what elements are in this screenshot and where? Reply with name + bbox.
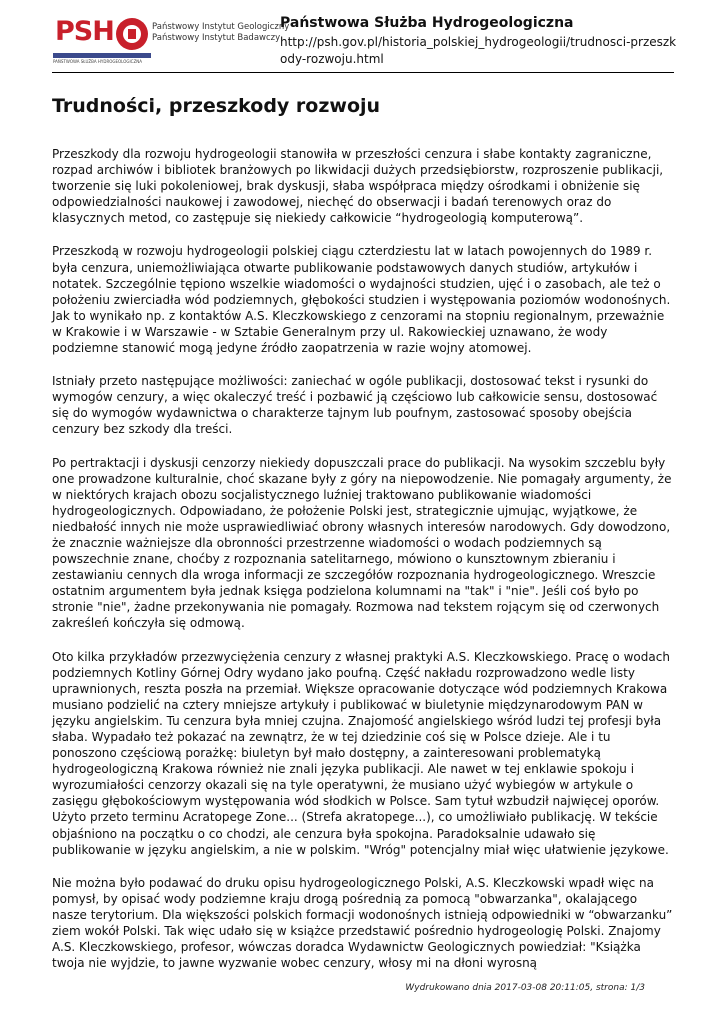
- logo-underline: [53, 53, 151, 58]
- emblem-icon: [116, 18, 148, 50]
- paragraph: Istniały przeto następujące możliwości: zaniechać w ogóle publikacji, dostosować tekst i rysunki do wymogów cenzury, a więc okaleczyć treść i pozbawić ją częściowo lub całkowicie sensu, dostosować się do wymogów wydawnictwa o charakterze tajnym lub poufnym, zastosować sposoby obejścia cenzury bez szkody dla treści.: [52, 374, 658, 437]
- logo-line-1: Państwowy Instytut Geologiczny: [152, 22, 290, 32]
- psh-logo: [52, 16, 290, 66]
- paragraph: Przeszkody dla rozwoju hydrogeologii stanowiła w przeszłości cenzura i słabe kontakty zagraniczne, rozpad archiwów i bibliotek branżowych po likwidacji dużych przedsiębiorstw, rozproszenie publikacji, tworzenie się luki pokoleniowej, brak dyskusji, słaba współpraca między ośrodkami i obniżenie się odpowiedzialności naukowej i zawodowej, niechęć do obserwacji i badań terenowych oraz do klasycznych metod, co zastępuje się niekiedy całkowicie “hydrogeologią komputerową”.: [52, 147, 664, 226]
- page-header: [52, 14, 677, 72]
- print-footer: Wydrukowano dnia 2017-03-08 20:11:05, strona: 1/3: [405, 983, 645, 993]
- logo-line-2: Państwowy Instytut Badawczy: [152, 33, 281, 43]
- paragraph: Po pertraktacji i dyskusji cenzorzy niekiedy dopuszczali prace do publikacji. Na wysokim szczeblu były one prowadzone kulturalnie, choć skazane były z góry na niepowodzenie. Nie pomagały argumenty, że w niektórych krajach obozu socjalistycznego luźniej traktowano publikowanie wiadomości hydrogeologicznych. Odpowiadano, że położenie Polski jest, strategicznie ujmując, wyjątkowe, że niedbałość innych nie może usprawiedliwiać obrony własnych interesów narodowych. Gdy dowodzono, że znacznie ważniejsze dla obronności przestrzenne wiadomości o wodach podziemnych są powszechnie znane, choćby z rozpoznania satelitarnego, mówiono o kunsztownym zbieraniu i zestawianiu cennych dla wroga informacji ze szczegółów rozpoznania hydrogeologicznego. Wreszcie ostatnim argumentem była jednak księga podzielona kolumnami na "tak" i "nie". Jeśli coś było po stronie "nie", żadne przekonywania nie pomagały. Rozmowa nad tekstem rojącym się od czerwonych zakreśleń kończyła się odmową.: [52, 455, 672, 631]
- article-body: [52, 146, 674, 988]
- paragraph: Nie można było podawać do druku opisu hydrogeologicznego Polski, A.S. Kleczkowski wpadł więc na pomysł, by opisać wody podziemne kraju drogą pośrednią za pomocą "obwarzanka", okalającego nasze terytorium. Dla większości polskich formacji wodonośnych istnieją odpowiedniki w “obwarzanku” ziem wokół Polski. Tak więc udało się w książce przedstawić pośrednio hydrogeologię Polski. Znajomy A.S. Kleczkowskiego, profesor, wówczas doradca Wydawnictw Geologicznych powiedział: "Książka twoja nie wyjdzie, to jawne wyzwanie wobec cenzury, włosy mi na dłoni wyrosną: [52, 875, 673, 971]
- site-info: [280, 14, 680, 68]
- logo-text: PSH: [55, 16, 114, 47]
- site-title: Państwowa Służba Hydrogeologiczna: [280, 15, 574, 31]
- paragraph: Przeszkodą w rozwoju hydrogeologii polskiej ciągu czterdziestu lat w latach powojennych do 1989 r. była cenzura, uniemożliwiająca otwarte publikowanie podstawowych danych studiów, artykułów i notatek. Szczególnie tępiono wszelkie wiadomości o wydajności studzien, ujęć i o zasobach, ale też o położeniu zwierciadła wód podziemnych, głębokości studzien i występowania poziomów wodonośnych. Jak to wynikało np. z kontaktów A.S. Kleczkowskiego z cenzorami na stopniu regionalnym, przeważnie w Krakowie i w Warszawie - w Sztabie Generalnym przy ul. Rakowieckiej uznawano, że wody podziemne stanowić mogą jedyne źródło zaopatrzenia w razie wojny atomowej.: [52, 244, 671, 356]
- page-url: http://psh.gov.pl/historia_polskiej_hydrogeologii/trudnosci-przeszkody-rozwoju.html: [280, 35, 677, 66]
- logo-institute-names: [152, 22, 289, 44]
- paragraph: Oto kilka przykładów przezwyciężenia cenzury z własnej praktyki A.S. Kleczkowskiego. Pracę o wodach podziemnych Kotliny Górnej Odry wydano jako poufną. Część nakładu rozprowadzono wedle listy uprawnionych, reszta poszła na przemiał. Większe opracowanie dotyczące wód podziemnych Krakowa musiano podzielić na cztery mniejsze artykuły i publikować w biuletynie międzynarodowym PAN w języku angielskim. Tu cenzura była mniej czujna. Znajomość angielskiego wśród ludzi tej profesji była słaba. Wypadało też pokazać na zewnątrz, że w tej dziedzinie coś się w Polsce dzieje. Ale i tu ponoszono częściową porażkę: biuletyn był mało dostępny, a zainteresowani problematyką hydrogeologiczną Krakowa również nie znali języka publikacji. Ale nawet w tej enklawie spokoju i wyrozumiałości cenzorzy okazali się na tyle operatywni, że musiano użyć wybiegów w artykule o zasięgu głębokościowym występowania wód słodkich w Polsce. Sam tytuł wzbudził najwięcej oporów. Użyto przeto terminu Acratopege Zone... (Strefa akratopege...), co umożliwiało publikację. W tekście objaśniono na początku o co chodzi, ale cenzura była spokojna. Paradoksalnie udawało się publikowanie w języku angielskim, a nie w polskim. "Wróg" potencjalny miał więc ułatwienie językowe.: [52, 649, 670, 857]
- header-divider: [52, 72, 674, 73]
- logo-subtext: PAŃSTWOWA SŁUŻBA HYDROGEOLOGICZNA: [53, 59, 142, 64]
- page-title: Trudności, przeszkody rozwoju: [52, 95, 381, 117]
